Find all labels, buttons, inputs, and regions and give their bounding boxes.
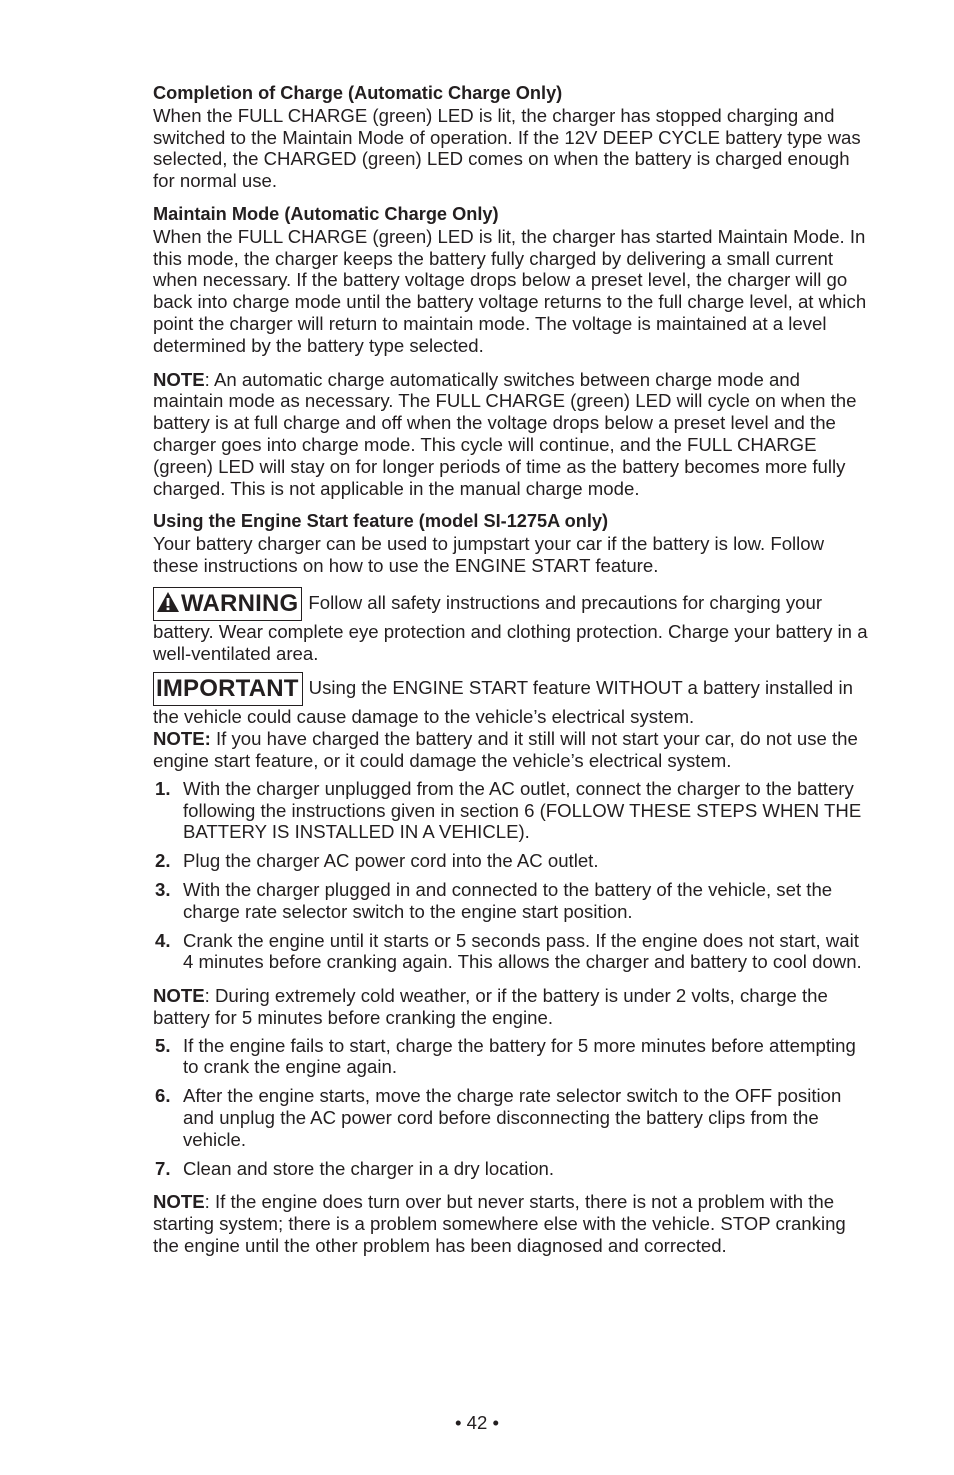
- engine-start-steps-list: [153, 778, 869, 973]
- list-item: [153, 1085, 869, 1150]
- engine-start-steps-list-continued: [153, 1035, 869, 1180]
- section-body: When the FULL CHARGE (green) LED is lit, the charger has stopped charging and switched to the Maintain Mode of operation. If the 12V DEEP CYCLE battery type was selected, the CHARGED (green) LED comes on when the battery is charged enough for normal use.: [153, 104, 861, 192]
- step-text: Plug the charger AC power cord into the AC outlet.: [183, 850, 599, 872]
- step-number: 2.: [155, 850, 171, 872]
- warning-callout: [153, 587, 869, 665]
- note-label: NOTE:: [153, 728, 211, 750]
- list-item: [153, 1035, 869, 1079]
- page-number: • 42 •: [454, 1412, 500, 1433]
- section-heading: Maintain Mode (Automatic Charge Only): [153, 203, 499, 224]
- engine-turnover-note: [153, 1191, 869, 1256]
- step-text: After the engine starts, move the charge rate selector switch to the OFF position and unplug the AC power cord before disconnecting the battery clips from the vehicle.: [183, 1085, 842, 1150]
- list-item: [153, 879, 869, 923]
- list-item: [153, 778, 869, 843]
- step-text: With the charger unplugged from the AC outlet, connect the charger to the battery following the instructions given in section 6 (FOLLOW THESE STEPS WHEN THE BATTERY IS INSTALLED IN A VEHICLE).: [183, 777, 862, 843]
- step-number: 5.: [155, 1034, 171, 1056]
- step-number: 7.: [155, 1157, 171, 1179]
- completion-of-charge-section: [153, 83, 869, 192]
- warning-badge: [153, 587, 302, 621]
- list-item: [153, 930, 869, 974]
- manual-page: [153, 83, 869, 1269]
- step-text: Clean and store the charger in a dry location.: [183, 1157, 555, 1179]
- important-note: [153, 728, 869, 772]
- cold-weather-note: [153, 985, 869, 1029]
- step-text: With the charger plugged in and connected to the battery of the vehicle, set the charge rate selector switch to the engine start position.: [183, 878, 833, 922]
- step-text: If the engine fails to start, charge the battery for 5 more minutes before attempting to crank the engine again.: [183, 1034, 856, 1078]
- note-text: : During extremely cold weather, or if the battery is under 2 volts, charge the battery for 5 minutes before cranking the engine.: [153, 985, 828, 1028]
- important-badge: IMPORTANT: [153, 672, 303, 706]
- important-callout: [153, 672, 869, 771]
- section-heading: Completion of Charge (Automatic Charge Only): [153, 83, 563, 103]
- note-text: If you have charged the battery and it still will not start your car, do not use the engine start feature, or it could damage the vehicle’s electrical system.: [153, 728, 858, 771]
- note-text: : If the engine does turn over but never starts, there is not a problem with the starting system; there is a problem somewhere else with the vehicle. STOP cranking the engine until the other problem has been diagnosed and corrected.: [153, 1191, 846, 1257]
- engine-start-section: [153, 511, 869, 576]
- note-label: NOTE: [153, 985, 205, 1007]
- step-number: 4.: [155, 929, 171, 951]
- step-number: 3.: [155, 878, 171, 900]
- important-text: Using the ENGINE START feature WITHOUT a battery installed in the vehicle could cause damage to the vehicle’s electrical system.: [153, 677, 853, 728]
- step-number: 6.: [155, 1085, 171, 1107]
- section-heading: Using the Engine Start feature (model SI-1275A only): [153, 511, 609, 532]
- warning-badge-label: WARNING: [181, 589, 299, 617]
- note-label: NOTE: [153, 1191, 205, 1213]
- section-body: Your battery charger can be used to jumpstart your car if the battery is low. Follow these instructions on how to use the ENGINE START feature.: [153, 533, 825, 576]
- step-number: 1.: [155, 777, 171, 799]
- list-item: [153, 1158, 869, 1180]
- automatic-charge-note: [153, 369, 869, 500]
- warning-text: Follow all safety instructions and precautions for charging your battery. Wear complete eye protection and clothing protection. Charge your battery in a well-ventilated area.: [153, 591, 868, 664]
- list-item: [153, 850, 869, 872]
- warning-triangle-icon: [156, 591, 180, 613]
- note-text: : An automatic charge automatically switches between charge mode and maintain mode as necessary. The FULL CHARGE (green) LED will cycle on when the battery is at full charge and off when the voltage drops below a preset level and the charger goes into charge mode. This cycle will continue, and the FULL CHARGE (green) LED will stay on for longer periods of time as the battery becomes more fully charged. This is not applicable in the manual charge mode.: [153, 368, 857, 499]
- note-label: NOTE: [153, 368, 205, 390]
- section-body: When the FULL CHARGE (green) LED is lit, the charger has started Maintain Mode. In this mode, the charger keeps the battery fully charged by delivering a small current when necessary. If the battery voltage drops below a preset level, the charger will go back into charge mode until the battery voltage returns to the full charge level, at which point the charger will return to maintain mode. The voltage is maintained at a level determined by the battery type selected.: [153, 225, 867, 356]
- step-text: Crank the engine until it starts or 5 seconds pass. If the engine does not start, wait 4 minutes before cranking again. This allows the charger and battery to cool down.: [183, 929, 862, 973]
- maintain-mode-section: [153, 204, 869, 357]
